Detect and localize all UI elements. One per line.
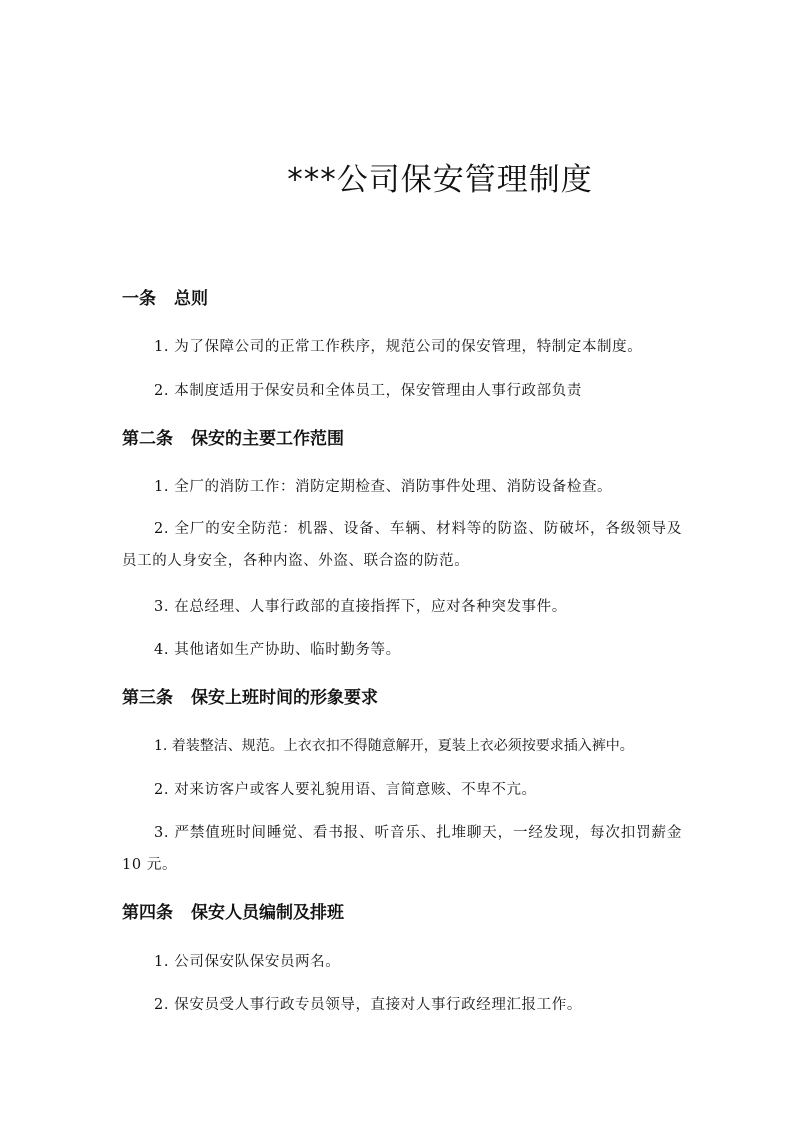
section-title: 总则 [174,289,208,309]
paragraph: 3. 严禁值班时间睡觉、看书报、听音乐、扎堆聊天，一经发现，每次扣罚薪金 10 元。 [122,825,682,873]
paragraph: 2. 对来访客户或客人要礼貌用语、言简意赅、不卑不亢。 [154,782,537,798]
section-title: 保安的主要工作范围 [191,429,344,449]
section-number: 第四条 [122,903,173,923]
section-title: 保安人员编制及排班 [191,903,344,923]
paragraph: 1. 公司保安队保安员两名。 [154,954,341,970]
paragraph: 2. 本制度适用于保安员和全体员工，保安管理由人事行政部负责 [154,383,582,399]
paragraph: 4. 其他诸如生产协助、临时勤务等。 [154,642,401,658]
paragraph: 3. 在总经理、人事行政部的直接指挥下，应对各种突发事件。 [154,599,567,615]
paragraph: 1. 为了保障公司的正常工作秩序，规范公司的保安管理，特制定本制度。 [154,339,643,355]
section-number: 第三条 [122,688,173,708]
section-number: 第二条 [122,429,173,449]
paragraph: 2. 全厂的安全防范：机器、设备、车辆、材料等的防盗、防破坏，各级领导及员工的人身安全，各种内盗、外盗、联合盗的防范。 [122,521,682,569]
section-heading-1 [122,287,208,311]
section-heading-3 [122,686,378,710]
paragraph: 1. 着装整洁、规范。上衣衣扣不得随意解开，夏装上衣必须按要求插入裤中。 [154,738,634,754]
paragraph: 1. 全厂的消防工作：消防定期检查、消防事件处理、消防设备检查。 [154,479,613,495]
section-title: 保安上班时间的形象要求 [191,688,378,708]
section-number: 一条 [122,289,156,309]
paragraph: 2. 保安员受人事行政专员领导，直接对人事行政经理汇报工作。 [154,997,582,1013]
section-heading-4 [122,901,344,925]
section-heading-2 [122,427,344,451]
document-title: ***公司保安管理制度 [287,162,593,198]
